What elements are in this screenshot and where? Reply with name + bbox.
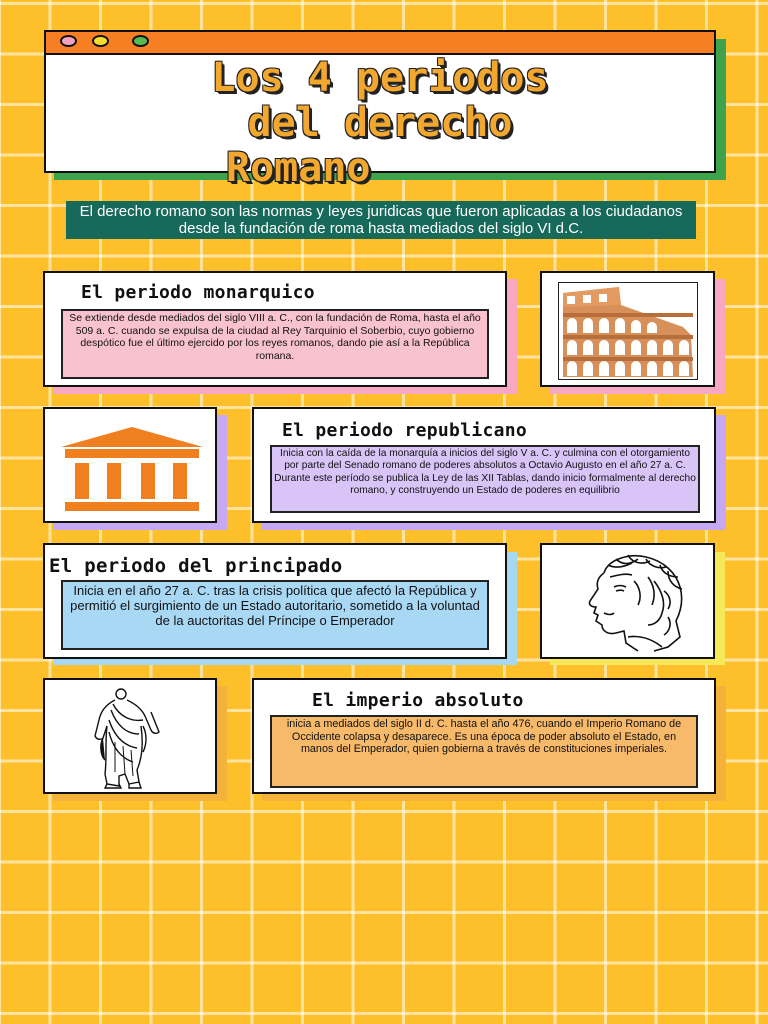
title-line-1: Los 4 periodos <box>211 55 549 101</box>
section-1-image-card <box>540 271 715 387</box>
section-4-description: inicia a mediados del siglo II d. C. hasta el año 476, cuando el Imperio Romano de Occidente colapsa y desaparece. Es una época de poder absoluto el Estado, en manos del Emperador, quien gobierna a través de constituciones imperiales. <box>270 715 698 788</box>
section-3-heading: El periodo del principado <box>49 555 343 577</box>
roman-statue-icon <box>85 686 165 790</box>
window-dot-green-icon <box>132 35 149 47</box>
window-dot-pink-icon <box>60 35 77 47</box>
section-1-description: Se extiende desde mediados del siglo VIII a. C., con la fundación de Roma, hasta el año 509 a. C. cuando se expulsa de la ciudad al Rey Tarquinio el Soberbio, cuyo gobierno despótico fue el último ejercido por los reyes romanos, dando pie así a la República romana. <box>61 309 489 379</box>
section-3-card <box>43 543 507 659</box>
section-2-heading: El periodo republicano <box>282 420 528 441</box>
title-window <box>44 30 716 191</box>
title-line-2: del derecho <box>247 100 513 146</box>
section-2-description: Inicia con la caída de la monarquía a inicios del siglo V a. C. y culmina con el otorgamiento por parte del Senado romano de poderes absolutos a Octavio Augusto en el año 27 a. C. Durante este período se publica la Ley de las XII Tablas, dando inicio formalmente al derecho romano, y construyendo un Estado de poderes en equilibrio <box>270 445 700 513</box>
title-line-3: Romano <box>226 145 371 191</box>
section-3-description: Inicia en el año 27 a. C. tras la crisis política que afectó la República y permitió el surgimiento de un Estado autoritario, sometido a la voluntad de la auctoritas del Príncipe o Emperador <box>61 580 489 650</box>
window-dot-yellow-icon <box>92 35 109 47</box>
section-4-heading: El imperio absoluto <box>312 690 524 711</box>
colosseum-icon <box>558 282 698 380</box>
section-2-card <box>252 407 716 523</box>
section-4-image-card <box>43 678 217 794</box>
section-3-image-card <box>540 543 715 659</box>
window-titlebar <box>46 32 714 55</box>
temple-icon <box>53 425 211 515</box>
section-1-card <box>43 271 507 387</box>
intro-text: El derecho romano son las normas y leyes juridicas que fueron aplicadas a los ciudadanos desde la fundación de roma hasta mediados del siglo VI d.C. <box>66 201 696 239</box>
section-4-card <box>252 678 716 794</box>
section-2-image-card <box>43 407 217 523</box>
section-1-heading: El periodo monarquico <box>81 282 315 303</box>
page-title <box>46 56 714 191</box>
roman-bust-icon <box>568 551 694 653</box>
